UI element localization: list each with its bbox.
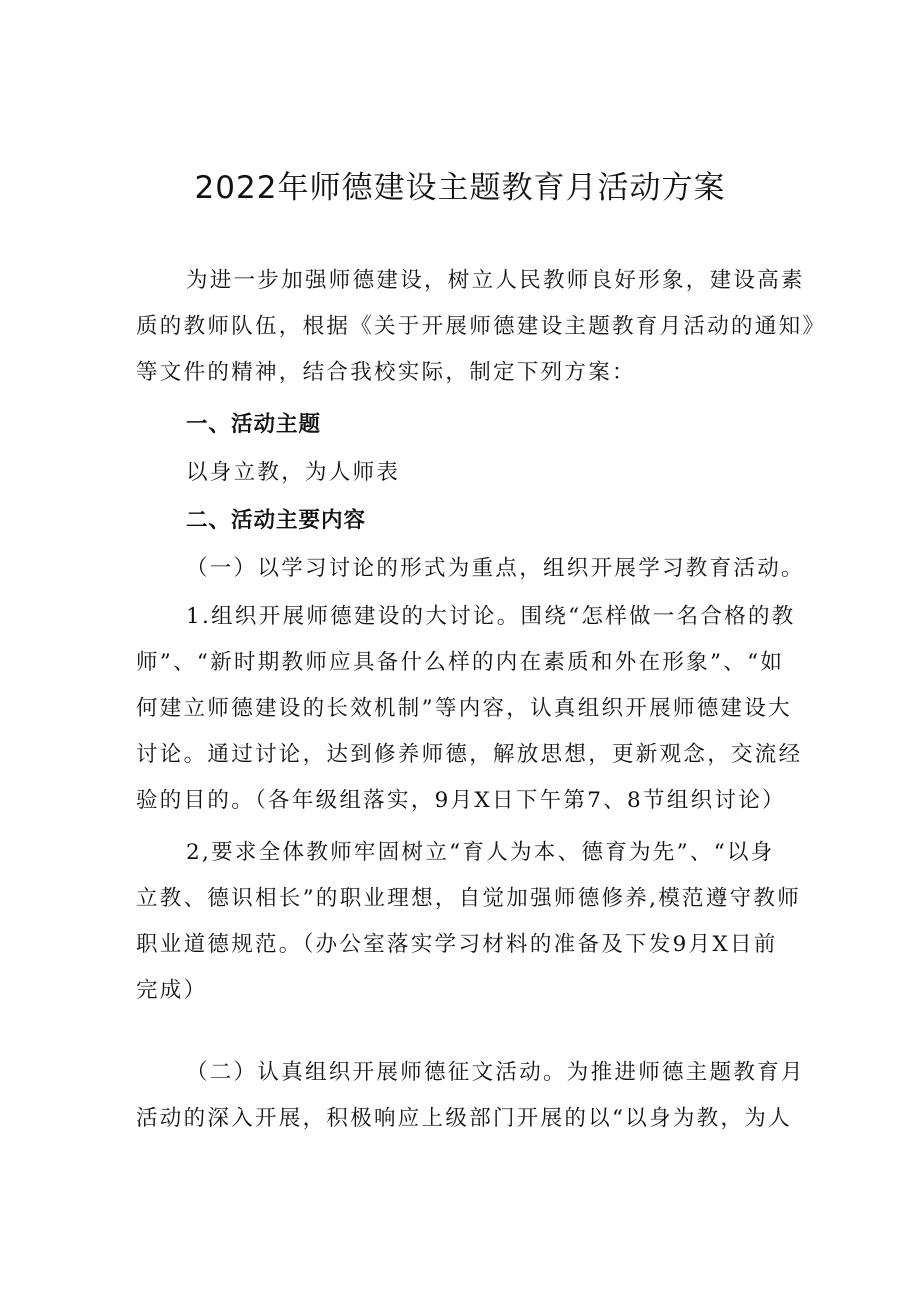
intro-line: 等文件的精神，结合我校实际，制定下列方案： — [136, 360, 636, 385]
section-theme-text — [136, 450, 800, 496]
item2-line: 2,要求全体教师牢固树立“育人为本、德育为先”、“以身 — [186, 840, 775, 865]
item1-line: 1.组织开展师德建设的大讨论。围绕“怎样做一名合格的教 — [186, 604, 796, 629]
section-heading-theme — [136, 402, 800, 448]
sub2-line: （二）认真组织开展师德征文活动。为推进师德主题教育月 — [186, 1060, 805, 1085]
item2-line: 完成） — [136, 978, 208, 1003]
sub2-line: 活动的深入开展，积极响应上级部门开展的以“以身为教，为人 — [136, 1106, 792, 1131]
document-title: 2022年师德建设主题教育月活动方案 — [194, 170, 726, 206]
intro-line: 质的教师队伍，根据《关于开展师德建设主题教育月活动的通知》 — [136, 314, 827, 339]
sub1-heading: （一）以学习讨论的形式为重点，组织开展学习教育活动。 — [186, 556, 805, 581]
section-heading-content — [136, 498, 800, 544]
item2-line: 职业道德规范。（办公室落实学习材料的准备及下发9月X日前 — [136, 932, 778, 957]
section1-text: 以身立教，为人师表 — [186, 460, 401, 485]
item-1-paragraph — [136, 594, 803, 824]
section1-heading: 一、活动主题 — [186, 412, 322, 437]
section2-heading: 二、活动主要内容 — [186, 508, 367, 533]
item1-line: 验的目的。（各年级组落实，9月X日下午第7、8节组织讨论） — [136, 788, 786, 813]
item1-line: 何建立师德建设的长效机制”等内容，认真组织开展师德建设大 — [136, 696, 792, 721]
intro-paragraph — [136, 258, 827, 396]
subsection-1-heading — [136, 546, 805, 592]
item1-line: 师”、“新时期教师应具备什么样的内在素质和外在形象”、“如 — [136, 650, 785, 675]
item1-line: 讨论。通过讨论，达到修养师德，解放思想，更新观念，交流经 — [136, 742, 803, 767]
item2-line: 立教、德识相长”的职业理想，自觉加强师德修养,模范遵守教师 — [136, 886, 802, 911]
item-2-paragraph — [136, 830, 800, 1014]
subsection-2-paragraph — [136, 1050, 805, 1142]
intro-line: 为进一步加强师德建设，树立人民教师良好形象，建设高素 — [186, 268, 805, 293]
